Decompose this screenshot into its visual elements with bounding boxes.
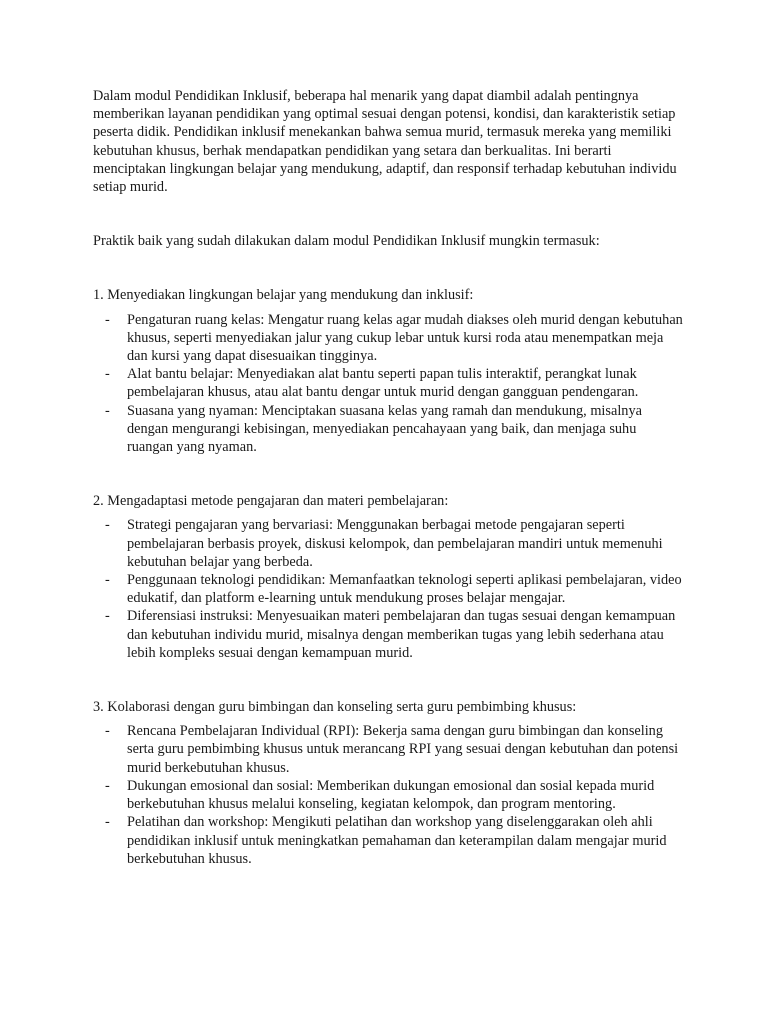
bullet-dash: -	[105, 814, 110, 831]
list-item-text: Diferensiasi instruksi: Menyesuaikan materi pembelajaran dan tugas sesuai dengan kemampuan dan kebutuhan individu murid, misalnya dengan memberikan tugas yang lebih sederhana atau lebih kompleks sesuai dengan kemampuan murid.	[127, 608, 676, 661]
section-1	[93, 286, 683, 456]
list-item	[93, 516, 683, 571]
list-item-text: Rencana Pembelajaran Individual (RPI): Bekerja sama dengan guru bimbingan dan konseling serta guru pembimbing khusus untuk merancang RPI yang sesuai dengan kebutuhan dan potensi murid berkebutuhan khusus.	[127, 723, 679, 776]
list-item	[93, 607, 683, 662]
section-2	[93, 492, 683, 662]
list-item	[93, 571, 683, 607]
list-item	[93, 365, 683, 401]
bullet-list	[93, 516, 683, 662]
bullet-dash: -	[105, 608, 110, 625]
section-heading: 1. Menyediakan lingkungan belajar yang mendukung dan inklusif:	[93, 287, 474, 304]
bullet-dash: -	[105, 777, 110, 794]
section-3	[93, 698, 683, 868]
bullet-dash: -	[105, 723, 110, 740]
bullet-dash: -	[105, 517, 110, 534]
list-item	[93, 402, 683, 457]
section-heading: 3. Kolaborasi dengan guru bimbingan dan konseling serta guru pembimbing khusus:	[93, 699, 577, 716]
bullet-dash: -	[105, 402, 110, 419]
section-heading: 2. Mengadaptasi metode pengajaran dan materi pembelajaran:	[93, 493, 449, 510]
list-item-text: Pengaturan ruang kelas: Mengatur ruang kelas agar mudah diakses oleh murid dengan kebutuhan khusus, seperti menyediakan jalur yang cukup lebar untuk kursi roda atau menempatkan meja dan kursi yang dapat disesuaikan tingginya.	[127, 311, 683, 365]
list-item-text: Penggunaan teknologi pendidikan: Memanfaatkan teknologi seperti aplikasi pembelajaran, video edukatif, dan platform e-learning untuk mendukung proses belajar mengajar.	[127, 572, 682, 607]
bullet-list	[93, 311, 683, 457]
list-item-text: Alat bantu belajar: Menyediakan alat bantu seperti papan tulis interaktif, perangkat lunak pembelajaran khusus, atau alat bantu dengar untuk murid dengan gangguan pendengaran.	[127, 366, 639, 401]
list-item-text: Suasana yang nyaman: Menciptakan suasana kelas yang ramah dan mendukung, misalnya dengan mengurangi kebisingan, menyediakan pencahayaan yang baik, dan menjaga suhu ruangan yang nyaman.	[127, 402, 642, 456]
intro-paragraph: Dalam modul Pendidikan Inklusif, beberapa hal menarik yang dapat diambil adalah pentingnya memberikan layanan pendidikan yang optimal sesuai dengan potensi, kondisi, dan karakteristik setiap peserta didik. Pendidikan inklusif menekankan bahwa semua murid, termasuk mereka yang memiliki kebutuhan khusus, berhak mendapatkan pendidikan yang setara dan berkualitas. Ini berarti menciptakan lingkungan belajar yang mendukung, adaptif, dan responsif terhadap kebutuhan individu setiap murid.	[93, 88, 677, 196]
bullet-dash: -	[105, 311, 110, 328]
list-item	[93, 777, 683, 813]
list-item	[93, 722, 683, 777]
bullet-list	[93, 722, 683, 868]
lead-sentence: Praktik baik yang sudah dilakukan dalam modul Pendidikan Inklusif mungkin termasuk:	[93, 233, 600, 250]
list-item	[93, 813, 683, 868]
list-item-text: Dukungan emosional dan sosial: Memberikan dukungan emosional dan sosial kepada murid berkebutuhan khusus melalui konseling, kegiatan kelompok, dan program mentoring.	[127, 777, 655, 813]
bullet-dash: -	[105, 572, 110, 589]
list-item-text: Pelatihan dan workshop: Mengikuti pelatihan dan workshop yang diselenggarakan oleh ahli pendidikan inklusif untuk meningkatkan pemahaman dan keterampilan dalam mengajar murid berkebutuhan khusus.	[127, 814, 667, 867]
list-item-text: Strategi pengajaran yang bervariasi: Menggunakan berbagai metode pengajaran seperti pembelajaran berbasis proyek, diskusi kelompok, dan pembelajaran mandiri untuk memenuhi kebutuhan belajar yang berbeda.	[127, 517, 663, 570]
list-item	[93, 311, 683, 366]
bullet-dash: -	[105, 366, 110, 383]
